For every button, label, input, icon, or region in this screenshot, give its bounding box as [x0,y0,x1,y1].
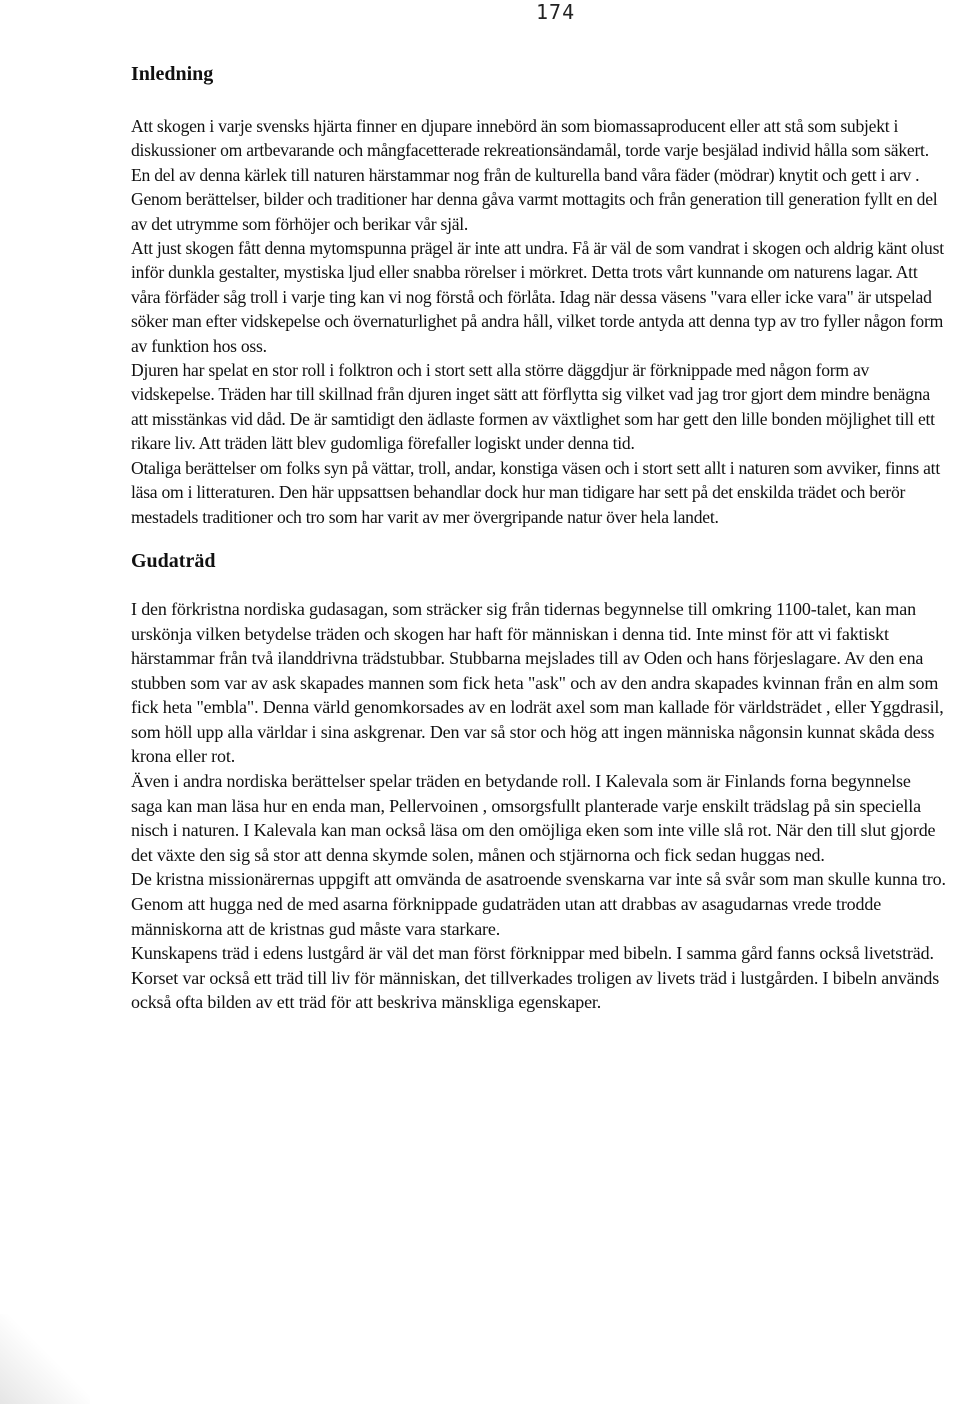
paragraph: De kristna missionärernas uppgift att omvända de asatroende svenskarna var inte så svår som man skulle kunna tro. Genom att hugga ned de med asarna förknippade gudaträden utan att drabbas av asagudarnas vrede trodde människorna att de kristnas gud måste vara starkare. [131,869,946,939]
section-inledning [131,60,946,529]
page-number: 174 [536,0,576,24]
section-heading-gudatrad: Gudaträd [131,549,216,572]
paragraph: Att skogen i varje svensks hjärta finner en djupare innebörd än som biomassaproducent eller att stå som subjekt i diskussioner om artbevarande och mångfacetterade rekreationsändamål, torde varje besjälad individ hålla som säkert. En del av denna kärlek till naturen härstammar nog från de kulturella band våra fäder (mödrar) knytit och gett i arv . Genom berättelser, bilder och traditioner har denna gåva varmt mottagits och från generation till generation fyllt en del av det utrymme som förhöjer och berikar vår själ. [131,116,938,234]
paragraph: Att just skogen fått denna mytomspunna prägel är inte att undra. Få är väl de som vandrat i skogen och aldrig känt olust inför dunkla gestalter, mystiska ljud eller snabba rörelser i mörkret. Detta trots vårt kunnande om naturens lagar. Att våra förfäder såg troll i varje ting kan vi nog förstå och förlåta. Idag när dessa väsens "vara eller icke vara" är utspelad söker man efter vidskepelse och övernaturlighet på andra håll, vilket torde antyda att denna typ av tro fyller någon form av funktion hos oss. [131,238,944,356]
section-heading-inledning: Inledning [131,63,214,85]
paragraph: Otaliga berättelser om folks syn på vättar, troll, andar, konstiga väsen och i stort sett allt i naturen som avviker, finns att läsa om i litteraturen. Den här uppsattsen behandlar dock hur man tidigare har sett på det enskilda trädet och berör mestadels traditioner och tro som har varit av mer övergripande natur över hela landet. [131,457,940,527]
document-body [131,60,946,1015]
paragraph: Även i andra nordiska berättelser spelar träden en betydande roll. I Kalevala som är Finlands forna begynnelse saga kan man läsa hur en enda man, Pellervoinen , omsorgsfullt planterade varje enskilt trädslag på sin speciella nisch i naturen. I Kalevala kan man också läsa om den omöjliga eken som inte ville slå rot. När den till slut gjorde det växte den sig så stor att denna skymde solen, månen och stjärnorna och fick sedan huggas ned. [131,771,936,865]
paragraph: I den förkristna nordiska gudasagan, som sträcker sig från tidernas begynnelse till omkring 1100-talet, kan man urskönja vilken betydelse träden och skogen har haft för människan i denna tid. Inte minst för att vi faktiskt härstammar från två ilanddrivna trädstubbar. Stubbarna mejslades till av Oden och hans förjeslagare. Av den ena stubben som var av ask skapades mannen som fick heta "ask" och av den andra skapades kvinnan från en alm som fick heta "embla". Denna värld genomkorsades av en lodrät axel som man kallade för världsträdet , eller Yggdrasil, som höll upp alla världar i sina askgrenar. Den var så stor och hög att ingen människa någonsin kunnat skåda dess krona eller rot. [131,598,944,767]
paragraph: Kunskapens träd i edens lustgård är väl det man först förknippar med bibeln. I samma gård fanns också livetsträd. Korset var också ett träd till liv för människan, det tillverkades troligen av livets träd i lustgården. I bibeln används också ofta bilden av ett träd för att beskriva mänskliga egenskaper. [131,943,940,1013]
scan-shading [0,1314,90,1404]
section-gudatrad [131,547,946,1015]
paragraph: Djuren har spelat en stor roll i folktron och i stort sett alla större däggdjur är förknippade med någon form av vidskepelse. Träden har till skillnad från djuren inget sätt att förflytta sig vilket vad jag tror gjort dem mindre benägna att misstänkas vid dåd. De är samtidigt den ädlaste formen av växtlighet som har gett den lille bonden möjlighet till ett rikare liv. Att träden lätt blev gudomliga förefaller logiskt under denna tid. [131,360,935,454]
